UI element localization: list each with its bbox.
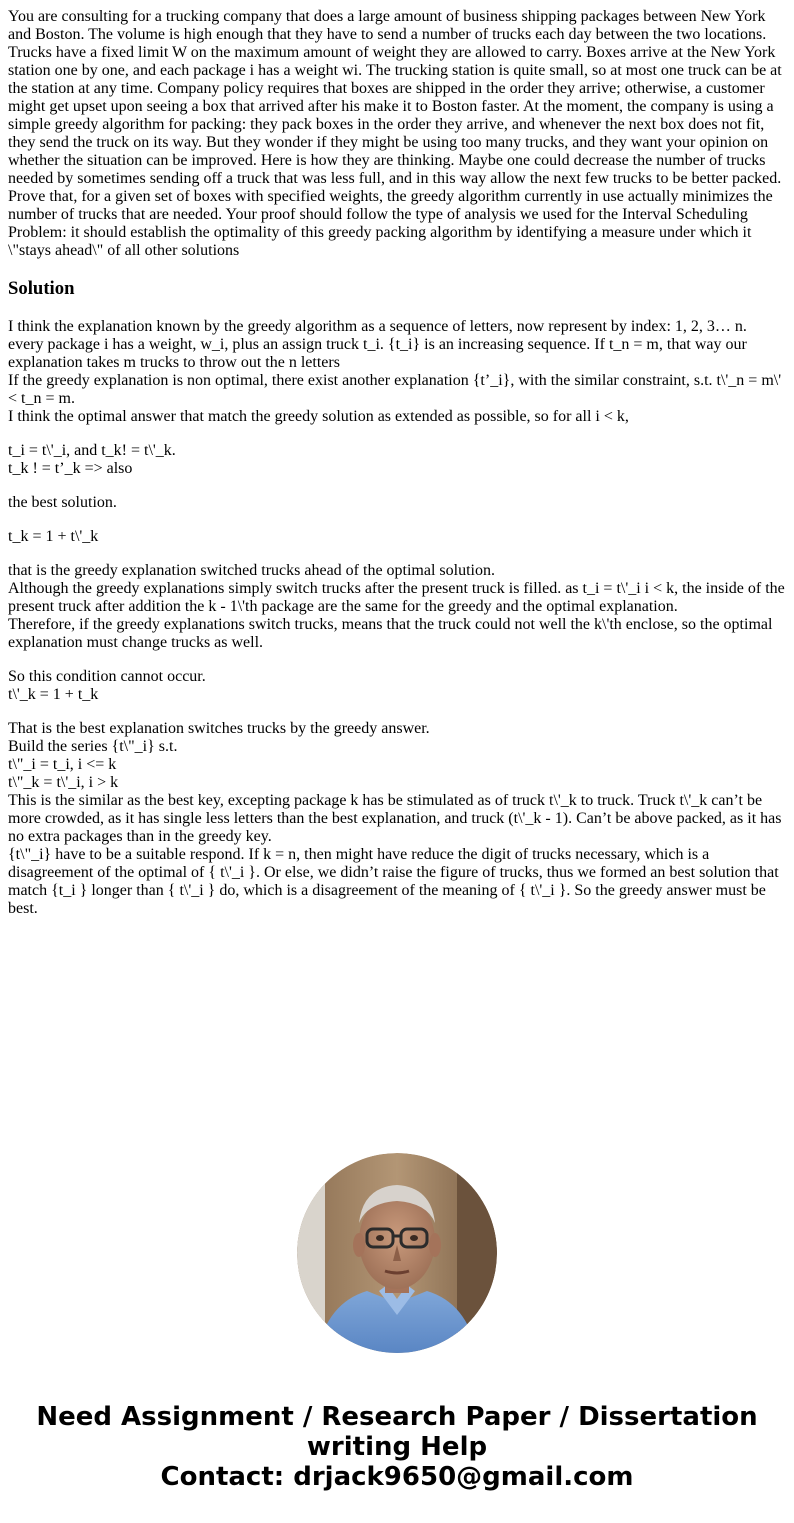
solution-line: t_k = 1 + t\'_k xyxy=(8,528,99,545)
solution-line: That is the best explanation switches trucks by the greedy answer. xyxy=(8,720,430,737)
solution-line: Therefore, if the greedy explanations switch trucks, means that the truck could not well the k\'th enclose, so the optimal explanation must change trucks as well. xyxy=(8,616,773,651)
footer-line: writing Help xyxy=(306,1432,488,1462)
solution-line: the best solution. xyxy=(8,494,117,511)
document-body xyxy=(8,8,786,934)
question-text: You are consulting for a trucking company that does a large amount of business shipping packages between New York and Boston. The volume is high enough that they have to send a number of trucks each day between the two locations. Trucks have a fixed limit W on the maximum amount of weight they are allowed to carry. Boxes arrive at the New York station one by one, and each package i has a weight wi. The trucking station is quite small, so at most one truck can be at the station at any time. Company policy requires that boxes are shipped in the order they arrive; otherwise, a customer might get upset upon seeing a box that arrived after his make it to Boston faster. At the moment, the company is using a simple greedy algorithm for packing: they pack boxes in the order they arrive, and whenever the next box does not fit, they send the truck on its way. But they wonder if they might be using too many trucks, and they want your opinion on whether the situation can be improved. Here is how they are thinking. Maybe one could decrease the number of trucks needed by sometimes sending off a truck that was less full, and in this way allow the next few trucks to be better packed. Prove that, for a given set of boxes with specified weights, the greedy algorithm currently in use actually minimizes the number of trucks that are needed. Your proof should follow the type of analysis we used for the Interval Scheduling Problem: it should establish the optimality of this greedy packing algorithm by identifying a measure under which it \"stays ahead\" of all other solutions xyxy=(8,8,782,259)
solution-block-2 xyxy=(8,442,786,478)
solution-line: t\"_i = t_i, i <= k xyxy=(8,756,117,773)
solution-block-4 xyxy=(8,528,786,546)
solution-line: t\'_k = 1 + t_k xyxy=(8,686,99,703)
solution-line: t_k ! = t’_k => also xyxy=(8,460,133,477)
solution-block-1 xyxy=(8,318,786,426)
solution-line: Although the greedy explanations simply switch trucks after the present truck is filled. as t_i = t\'_i i < k, the inside of the present truck after addition the k - 1\'th package are the same for the greedy and the optimal explanation. xyxy=(8,580,785,615)
solution-block-5 xyxy=(8,562,786,652)
solution-block-3 xyxy=(8,494,786,512)
solution-line: I think the optimal answer that match the greedy solution as extended as possible, so for all i < k, xyxy=(8,408,629,425)
solution-block-7 xyxy=(8,720,786,918)
solution-line: Build the series {t\"_i} s.t. xyxy=(8,738,178,755)
solution-block-6 xyxy=(8,668,786,704)
solution-line: that is the greedy explanation switched trucks ahead of the optimal solution. xyxy=(8,562,495,579)
solution-line: This is the similar as the best key, excepting package k has be stimulated as of truck t\'_k to truck. Truck t\'_k can’t be more crowded, as it has single less letters than the best explanation, and truck (t\'_k - 1). Can’t be above packed, as it has no extra packages than in the greedy key. xyxy=(8,792,782,845)
portrait-image xyxy=(297,1153,497,1353)
solution-line: So this condition cannot occur. xyxy=(8,668,206,685)
solution-line: t\"_k = t\'_i, i > k xyxy=(8,774,119,791)
footer-line: Need Assignment / Research Paper / Dissertation xyxy=(36,1402,758,1432)
footer-contact: Contact: drjack9650@gmail.com xyxy=(160,1462,634,1492)
footer-advert xyxy=(0,1402,794,1492)
solution-line: I think the explanation known by the greedy algorithm as a sequence of letters, now represent by index: 1, 2, 3… n. every package i has a weight, w_i, plus an assign truck t_i. {t_i} is an increasing sequence. If t_n = m, that way our explanation takes m trucks to throw out the n letters xyxy=(8,318,747,371)
solution-line: {t\"_i} have to be a suitable respond. If k = n, then might have reduce the digit of trucks necessary, which is a disagreement of the optimal of { t\'_i }. Or else, we didn’t raise the figure of trucks, thus we formed an best solution that match {t_i } longer than { t\'_i } do, which is a disagreement of the meaning of { t\'_i }. So the greedy answer must be best. xyxy=(8,846,779,917)
solution-line: t_i = t\'_i, and t_k! = t\'_k. xyxy=(8,442,176,459)
solution-heading: Solution xyxy=(8,278,75,299)
solution-line: If the greedy explanation is non optimal, there exist another explanation {t’_i}, with the similar constraint, s.t. t\'_n = m\' < t_n = m. xyxy=(8,372,782,407)
avatar xyxy=(297,1153,497,1353)
